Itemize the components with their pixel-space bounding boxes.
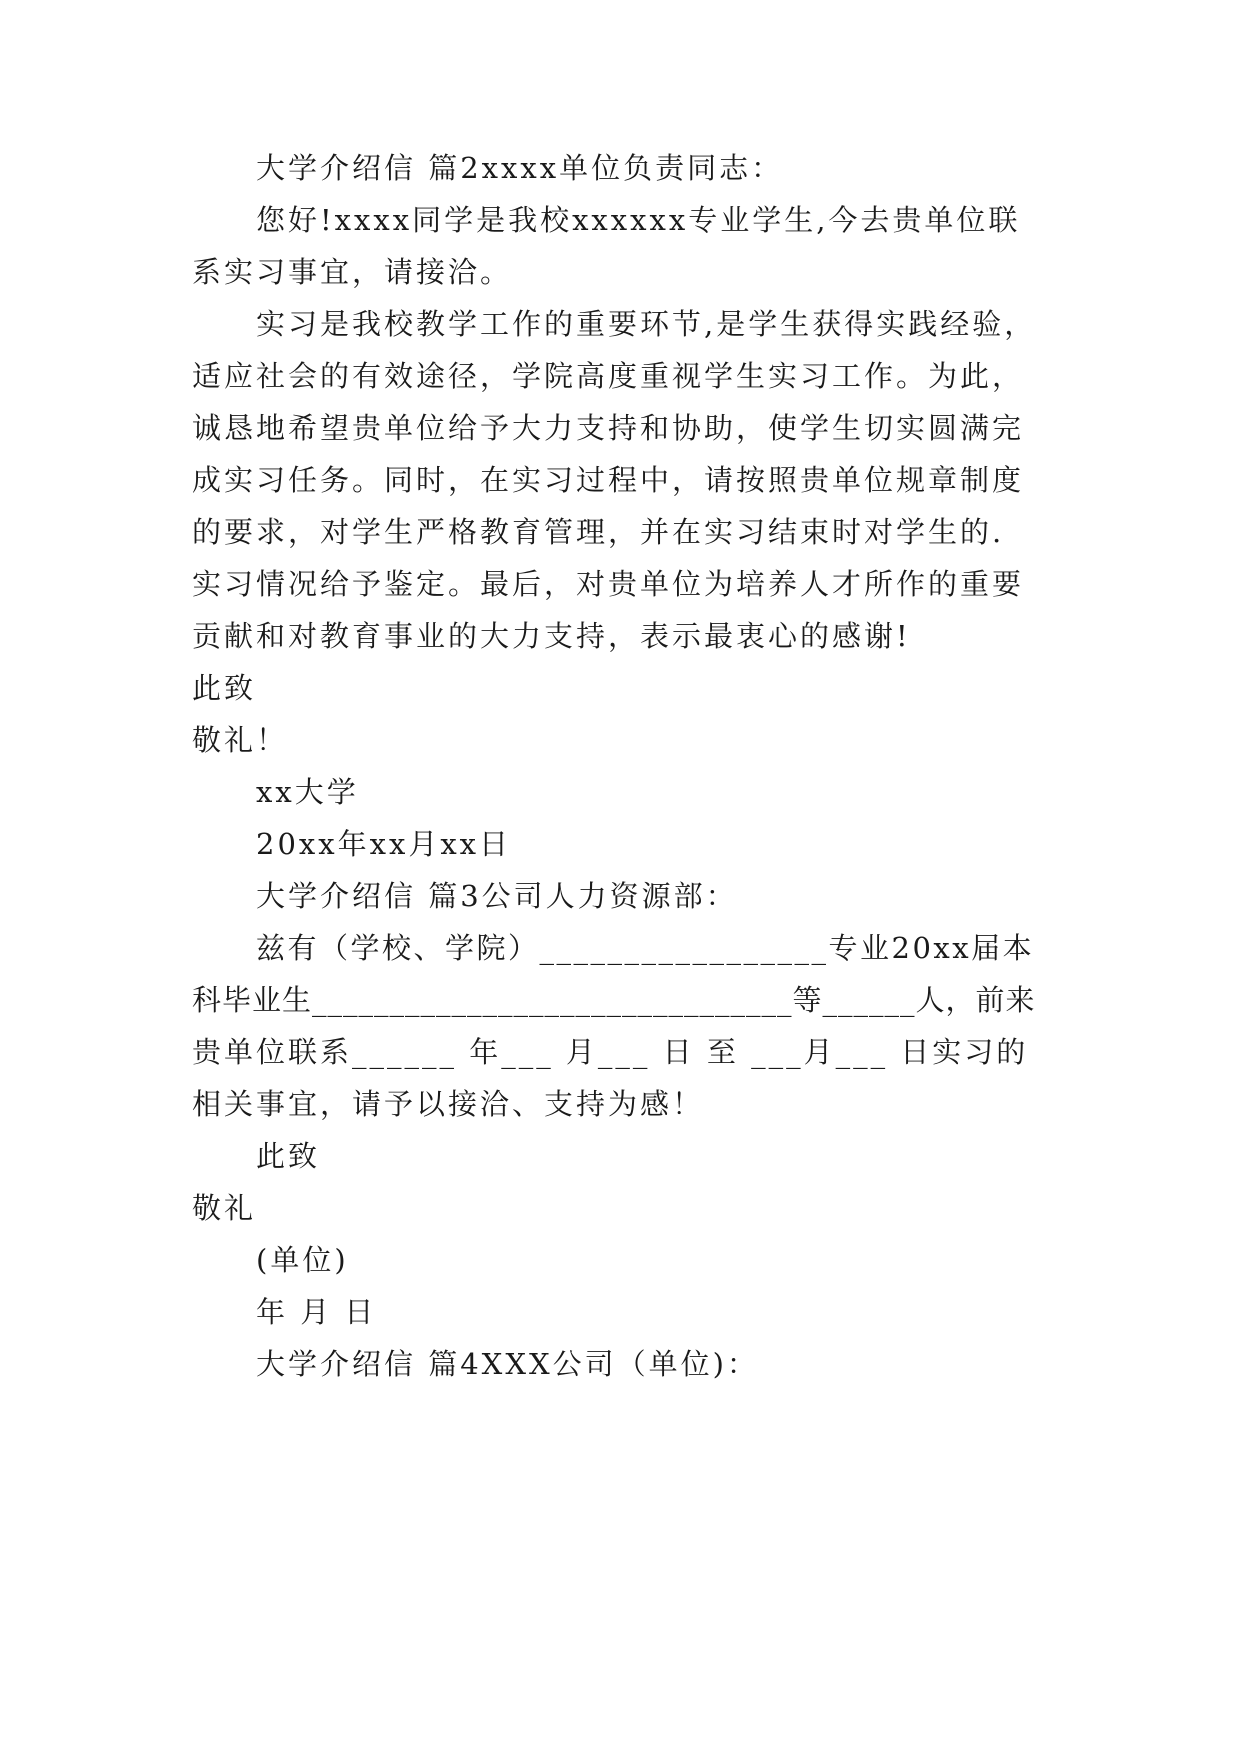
letter3-salutation: 敬礼: [192, 1191, 257, 1225]
letter2-paragraph2-line: 诚恳地希望贵单位给予大力支持和协助，使学生切实圆满完: [192, 411, 1025, 445]
letter2-date: 20xx年xx月xx日: [256, 827, 512, 861]
letter3-heading: 大学介绍信 篇3公司人力资源部：: [256, 879, 738, 913]
letter2-salutation: 敬礼！: [192, 723, 289, 757]
letter3-body-line: 科毕业生_______________________________等______人，前来: [192, 983, 1036, 1017]
letter2-paragraph2-line: 实习情况给予鉴定。最后，对贵单位为培养人才所作的重要: [192, 567, 1025, 601]
letter2-paragraph1-line: 您好!xxxx同学是我校xxxxxx专业学生,今去贵单位联: [256, 203, 1021, 237]
letter3-body-line: 兹有（学校、学院）_________________专业20xx届本: [256, 931, 1035, 965]
letter4-heading: 大学介绍信 篇4XXX公司（单位)：: [256, 1347, 759, 1381]
letter2-paragraph1-line: 系实习事宜，请接洽。: [192, 255, 513, 289]
letter3-date: 年 月 日: [256, 1295, 377, 1329]
letter2-signature: xx大学: [256, 775, 359, 809]
letter2-paragraph2-line: 适应社会的有效途径，学院高度重视学生实习工作。为此，: [192, 359, 1025, 393]
letter2-paragraph2-line: 的要求，对学生严格教育管理，并在实习结束时对学生的.: [192, 515, 1005, 549]
letter2-paragraph2-line: 实习是我校教学工作的重要环节,是学生获得实践经验，: [256, 307, 1037, 341]
letter3-unit: (单位): [256, 1243, 349, 1277]
letter2-heading: 大学介绍信 篇2xxxx单位负责同志：: [256, 151, 784, 185]
letter2-paragraph2-line: 贡献和对教育事业的大力支持，表示最衷心的感谢!: [192, 619, 911, 653]
letter2-closing: 此致: [192, 671, 257, 705]
letter2-paragraph2-line: 成实习任务。同时，在实习过程中，请按照贵单位规章制度: [192, 463, 1025, 497]
letter3-body-line: 相关事宜，请予以接洽、支持为感！: [192, 1087, 705, 1121]
letter3-closing: 此致: [256, 1139, 321, 1173]
letter3-body-line: 贵单位联系______ 年___ 月___ 日 至 ___月___ 日实习的: [192, 1035, 1029, 1069]
